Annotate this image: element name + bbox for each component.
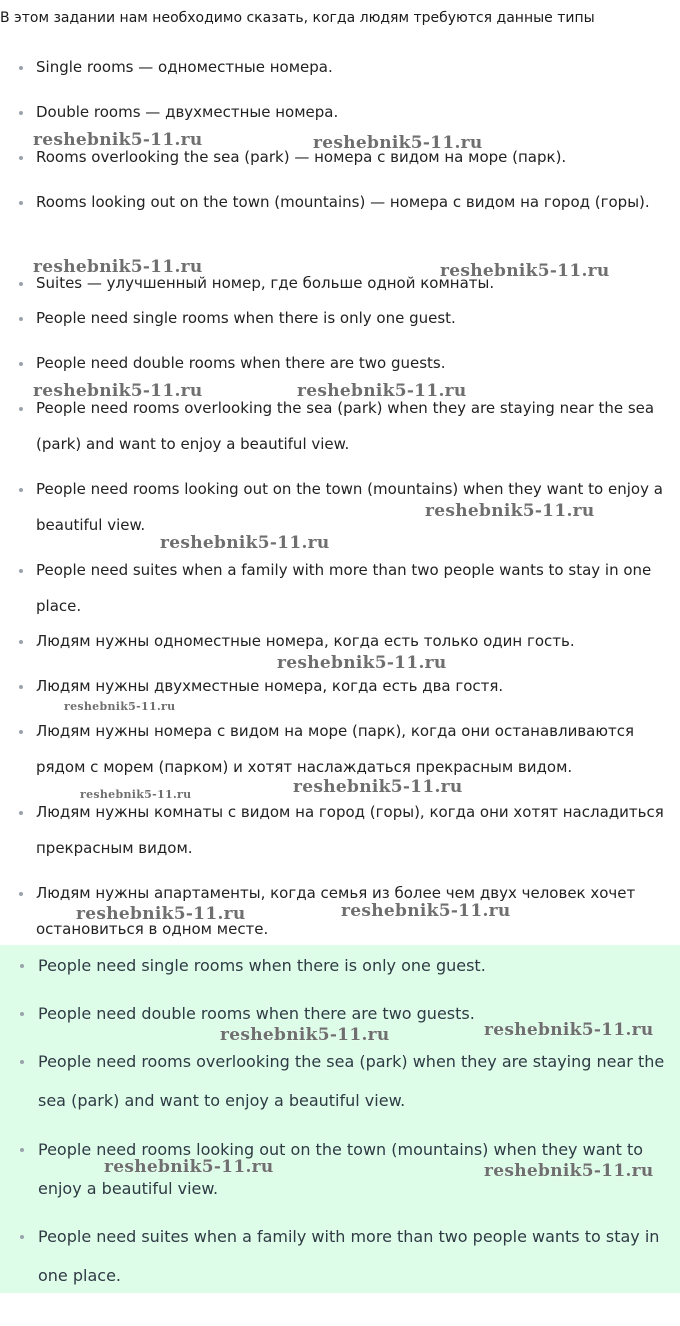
answer-item: People need rooms looking out on the town (mountains) when they want to enjoy a beautiful view. [38, 1130, 668, 1208]
list-item: Людям нужны номера с видом на море (парк), когда они останавливаются рядом с морем (парком) и хотят наслаждаться прекрасным видом. [36, 713, 678, 785]
watermark: reshebnik5-11.ru [33, 257, 203, 277]
answer-item: People need double rooms when there are two guests. [38, 994, 668, 1033]
watermark: reshebnik5-11.ru [33, 130, 203, 150]
list-item: People need suites when a family with more than two people wants to stay in one place. [36, 552, 678, 624]
watermark: reshebnik5-11.ru [104, 1157, 274, 1177]
list-item: Людям нужны апартаменты, когда семья из более чем двух человек хочет остановиться в одном месте. [36, 875, 678, 947]
list-item: Людям нужны комнаты с видом на город (горы), когда они хотят насладиться прекрасным видом. [36, 794, 666, 866]
watermark: reshebnik5-11.ru [80, 788, 192, 801]
list-item: Rooms overlooking the sea (park) — номера с видом на море (парк). [36, 139, 666, 175]
watermark: reshebnik5-11.ru [313, 133, 483, 153]
watermark: reshebnik5-11.ru [277, 653, 447, 673]
watermark: reshebnik5-11.ru [341, 901, 511, 921]
answer-item: People need single rooms when there is only one guest. [38, 946, 668, 985]
watermark: reshebnik5-11.ru [33, 381, 203, 401]
watermark: reshebnik5-11.ru [297, 381, 467, 401]
intro-text: В этом задании нам необходимо сказать, когда людям требуются данные типы [0, 10, 595, 26]
answer-item: People need rooms overlooking the sea (park) when they are staying near the sea (park) and want to enjoy a beautiful view. [38, 1042, 668, 1120]
list-item: People need rooms looking out on the town (mountains) when they want to enjoy a beautiful view. [36, 471, 666, 543]
watermark: reshebnik5-11.ru [76, 904, 246, 924]
list-item: Double rooms — двухместные номера. [36, 94, 666, 130]
list-item: Suites — улучшенный номер, где больше одной комнаты. [36, 265, 666, 301]
watermark: reshebnik5-11.ru [220, 1025, 390, 1045]
list-item: Rooms looking out on the town (mountains) — номера с видом на город (горы). [36, 184, 666, 220]
watermark: reshebnik5-11.ru [484, 1020, 654, 1040]
list-item: People need rooms overlooking the sea (park) when they are staying near the sea (park) and want to enjoy a beautiful view. [36, 390, 678, 462]
list-item: People need single rooms when there is only one guest. [36, 300, 666, 336]
list-item: Людям нужны двухместные номера, когда есть два гостя. [36, 668, 666, 704]
list-item: Людям нужны одноместные номера, когда есть только один гость. [36, 623, 666, 659]
list-item: Single rooms — одноместные номера. [36, 49, 666, 85]
watermark: reshebnik5-11.ru [64, 700, 176, 713]
answer-item: People need suites when a family with more than two people wants to stay in one place. [38, 1217, 668, 1295]
watermark: reshebnik5-11.ru [484, 1161, 654, 1181]
watermark: reshebnik5-11.ru [293, 777, 463, 797]
watermark: reshebnik5-11.ru [425, 501, 595, 521]
watermark: reshebnik5-11.ru [440, 261, 610, 281]
watermark: reshebnik5-11.ru [160, 533, 330, 553]
list-item: People need double rooms when there are two guests. [36, 345, 666, 381]
